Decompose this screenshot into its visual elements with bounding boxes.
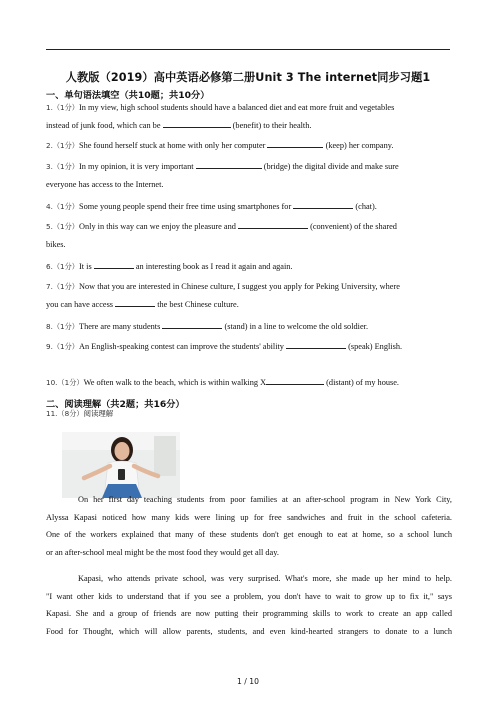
passage-photo bbox=[62, 432, 180, 498]
passage-line: Food for Thought, which will allow parents, students, and even kind-hearted strangers to donate to a lunch bbox=[46, 626, 452, 636]
answer-blank[interactable] bbox=[196, 159, 262, 169]
passage-line: "I want other kids to understand that if you see a problem, you don't have to wait to grow up to fix it," says bbox=[46, 591, 452, 601]
question-11 bbox=[46, 405, 452, 423]
question-number: 4.（1分） bbox=[46, 202, 79, 211]
answer-blank[interactable] bbox=[115, 297, 155, 307]
question-4 bbox=[46, 198, 452, 216]
question-text: It is bbox=[79, 262, 92, 271]
question-text: you can have access bbox=[46, 299, 114, 309]
question-text: She found herself stuck at home with only her computer bbox=[79, 141, 266, 150]
question-text: (distant) of my house. bbox=[326, 378, 399, 387]
question-text: Some young people spend their free time using smartphones for bbox=[79, 202, 292, 211]
page-number: 1 / 10 bbox=[237, 677, 259, 686]
question-text: Now that you are interested in Chinese culture, I suggest you apply for Peking University, where bbox=[79, 282, 400, 291]
question-text: (chat). bbox=[355, 202, 377, 211]
question-number: 7.（1分） bbox=[46, 282, 79, 291]
question-text: An English-speaking contest can improve the students' ability bbox=[79, 342, 284, 351]
question-8 bbox=[46, 318, 452, 336]
answer-blank[interactable] bbox=[266, 375, 324, 385]
answer-blank[interactable] bbox=[293, 199, 353, 209]
passage-paragraph-1 bbox=[46, 491, 452, 561]
passage-line: Alyssa Kapasi noticed how many kids were lining up for free sandwiches and fruit in the school cafeteria. bbox=[46, 512, 452, 522]
girl-with-phone-illustration bbox=[62, 432, 180, 498]
question-9 bbox=[46, 338, 452, 356]
passage-line: Kapasi. She and a group of friends are now putting their programming skills to work to create an app called bbox=[46, 609, 452, 619]
passage-line: or an after-school meal might be the most food they would get all day. bbox=[46, 547, 279, 557]
section-heading-reading: 二、阅读理解（共2题；共16分） bbox=[46, 399, 185, 410]
question-text: In my view, high school students should have a balanced diet and eat more fruit and vegetables bbox=[79, 103, 395, 112]
passage-line: On her first day teaching students from poor families at an after-school program in New York City, bbox=[78, 495, 452, 504]
question-text: In my opinion, it is very important bbox=[79, 162, 194, 171]
document-title: 人教版（2019）高中英语必修第二册Unit 3 The internet同步习题1 bbox=[65, 71, 431, 84]
question-number: 6.（1分） bbox=[46, 262, 79, 271]
question-number: 1.（1分） bbox=[46, 103, 79, 112]
question-text: (stand) in a line to welcome the old soldier. bbox=[224, 322, 369, 331]
question-text: (speak) English. bbox=[348, 342, 403, 351]
question-text: everyone has access to the Internet. bbox=[46, 179, 164, 189]
question-number: 11.（8分） bbox=[46, 409, 84, 418]
question-1 bbox=[46, 99, 452, 134]
question-text: bikes. bbox=[46, 239, 66, 249]
passage-paragraph-2 bbox=[46, 570, 452, 640]
question-number: 8.（1分） bbox=[46, 322, 79, 331]
answer-blank[interactable] bbox=[163, 118, 231, 128]
header-rule bbox=[46, 49, 450, 50]
question-number: 10.（1分） bbox=[46, 378, 84, 387]
question-6 bbox=[46, 258, 452, 276]
passage-line: Kapasi, who attends private school, was very surprised. What's more, she made up her mind to help. bbox=[78, 574, 452, 583]
question-2 bbox=[46, 137, 452, 155]
question-text: instead of junk food, which can be bbox=[46, 120, 161, 130]
question-label: 阅读理解 bbox=[83, 409, 114, 418]
question-text: We often walk to the beach, which is within walking X bbox=[83, 378, 267, 387]
question-text: (bridge) the digital divide and make sure bbox=[263, 162, 399, 171]
question-text: (keep) her company. bbox=[325, 141, 394, 150]
question-number: 5.（1分） bbox=[46, 222, 79, 231]
section-heading-grammar: 一、单句语法填空（共10题；共10分） bbox=[46, 90, 210, 101]
question-text: Only in this way can we enjoy the pleasure and bbox=[79, 222, 236, 231]
answer-blank[interactable] bbox=[162, 319, 222, 329]
question-text: (benefit) to their health. bbox=[232, 120, 312, 130]
question-3 bbox=[46, 158, 452, 193]
question-text: There are many students bbox=[79, 322, 161, 331]
answer-blank[interactable] bbox=[94, 259, 134, 269]
question-number: 9.（1分） bbox=[46, 342, 79, 351]
question-text: the best Chinese culture. bbox=[157, 299, 239, 309]
answer-blank[interactable] bbox=[267, 138, 323, 148]
passage-line: One of the workers explained that many of these students don't get enough to eat at home, so a school lunch bbox=[46, 530, 452, 540]
question-7 bbox=[46, 278, 452, 313]
question-5 bbox=[46, 218, 452, 253]
question-number: 2.（1分） bbox=[46, 141, 79, 150]
question-10 bbox=[46, 374, 452, 392]
question-text: (convenient) of the shared bbox=[310, 222, 397, 231]
answer-blank[interactable] bbox=[286, 339, 346, 349]
answer-blank[interactable] bbox=[238, 219, 308, 229]
question-text: an interesting book as I read it again and again. bbox=[135, 262, 293, 271]
question-number: 3.（1分） bbox=[46, 162, 79, 171]
